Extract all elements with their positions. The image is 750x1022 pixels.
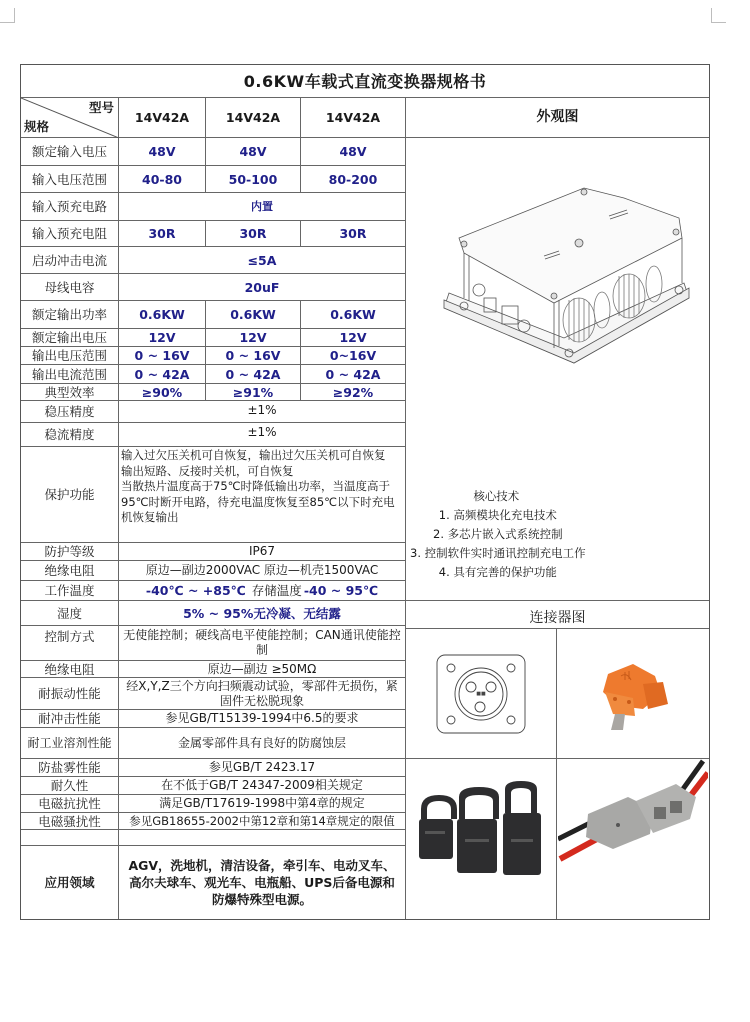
cell-value: 无使能控制；硬线高电平使能控制；CAN通讯使能控制 xyxy=(119,626,406,661)
crop-mark-top-right xyxy=(711,8,726,23)
svg-text:■■: ■■ xyxy=(476,690,486,697)
row-label-emc-emission: 电磁骚扰性 xyxy=(21,813,119,830)
operating-temp-value xyxy=(119,581,406,601)
core-tech-item: 1. 高频模块化充电技术 xyxy=(438,508,557,522)
row-label-input-precharge-resistor: 输入预充电阻 xyxy=(21,221,119,247)
cell-value: 0~16V xyxy=(301,347,406,365)
row-label-bus-capacitor: 母线电容 xyxy=(21,274,119,301)
empty-value-cell xyxy=(119,830,406,846)
connector-drawing-cell xyxy=(406,629,557,759)
cell-value: 0 ~ 42A xyxy=(119,365,206,384)
row-label-output-current-range: 输出电流范围 xyxy=(21,365,119,384)
protection-line: 输出短路、反接时关机，可自恢复 xyxy=(121,463,294,478)
spec-label: 规格 xyxy=(24,119,50,134)
cell-value: ≥92% xyxy=(301,384,406,401)
cell-value: 30R xyxy=(119,221,206,247)
cell-value: 0 ~ 16V xyxy=(119,347,206,365)
cell-value: ≤5A xyxy=(119,247,406,274)
cell-value: 0.6KW xyxy=(119,301,206,329)
row-label-current-accuracy: 稳流精度 xyxy=(21,423,119,447)
row-label-vibration: 耐振动性能 xyxy=(21,678,119,710)
row-label-protection: 保护功能 xyxy=(21,447,119,543)
row-label-voltage-accuracy: 稳压精度 xyxy=(21,401,119,423)
row-label-input-precharge-circuit: 输入预充电路 xyxy=(21,193,119,221)
connector-header: 连接器图 xyxy=(406,601,709,629)
cell-value: 经X,Y,Z三个方向扫频震动试验，零部件无损伤，紧固件无松脱现象 xyxy=(119,678,406,710)
crop-mark-top-left xyxy=(0,8,15,23)
cell-value: 0.6KW xyxy=(301,301,406,329)
cell-value: 0.6KW xyxy=(206,301,301,329)
row-label-rated-output-power: 额定输出功率 xyxy=(21,301,119,329)
row-label-rated-output-voltage: 额定输出电压 xyxy=(21,329,119,347)
model-col-1: 14V42A xyxy=(119,98,206,138)
row-label-typical-efficiency: 典型效率 xyxy=(21,384,119,401)
cell-value: 48V xyxy=(206,138,301,166)
cell-value: 满足GB/T17619-1998中第4章的规定 xyxy=(119,795,406,813)
cell-value: 在不低于GB/T 24347-2009相关规定 xyxy=(119,777,406,795)
appearance-header: 外观图 xyxy=(406,98,709,138)
cell-value: 0 ~ 42A xyxy=(301,365,406,384)
row-label-rated-input-voltage: 额定输入电压 xyxy=(21,138,119,166)
core-tech-heading: 核心技术 xyxy=(473,489,520,503)
cell-value: 80-200 xyxy=(301,166,406,193)
cell-value: 48V xyxy=(119,138,206,166)
model-label: 型号 xyxy=(88,100,114,115)
protection-text xyxy=(119,447,406,543)
orange-connector-photo xyxy=(593,654,673,734)
diagonal-header-cell xyxy=(21,98,119,138)
core-tech-section xyxy=(406,487,586,582)
dc-converter-product-image xyxy=(424,178,724,378)
row-label-input-voltage-range: 输入电压范围 xyxy=(21,166,119,193)
cell-value: IP67 xyxy=(119,543,406,561)
cell-value: ±1% xyxy=(119,423,406,447)
cell-value: 5% ~ 95%无冷凝、无结露 xyxy=(119,601,406,626)
protection-line: 当散热片温度高于75℃时降低输出功率，当温度高于95℃时断开电路，待充电温度恢复至85℃以下时充电机恢复输出 xyxy=(121,479,395,524)
circular-connector-drawing xyxy=(435,653,527,735)
cell-value: ±1% xyxy=(119,401,406,423)
cell-value: 30R xyxy=(206,221,301,247)
row-label-emc-immunity: 电磁抗扰性 xyxy=(21,795,119,813)
storage-temp-range: -40 ~ 95℃ xyxy=(303,583,379,598)
cell-value: 原边—副边2000VAC 原边—机壳1500VAC xyxy=(119,561,406,581)
cell-value: 40-80 xyxy=(119,166,206,193)
gray-anderson-connectors-photo xyxy=(558,759,708,869)
row-label-control-mode: 控制方式 xyxy=(21,626,119,661)
row-label-durability: 耐久性 xyxy=(21,777,119,795)
row-label-shock: 耐冲击性能 xyxy=(21,710,119,728)
cell-value: 参见GB18655-2002中第12章和第14章规定的限值 xyxy=(119,813,406,830)
row-label-insulation-resistance: 绝缘电阻 xyxy=(21,661,119,678)
page-title: 0.6KW车载式直流变换器规格书 xyxy=(21,65,709,98)
appearance-panel xyxy=(406,138,709,601)
row-label-output-voltage-range: 输出电压范围 xyxy=(21,347,119,365)
row-label-salt-spray: 防盐雾性能 xyxy=(21,759,119,777)
cell-value: 50-100 xyxy=(206,166,301,193)
core-tech-item: 4. 具有完善的保护功能 xyxy=(438,565,557,579)
cell-value: 12V xyxy=(301,329,406,347)
cell-value: 12V xyxy=(206,329,301,347)
row-label-insulation-voltage: 绝缘电阻 xyxy=(21,561,119,581)
cell-value: 20uF xyxy=(119,274,406,301)
protection-line: 输入过欠压关机可自恢复，输出过欠压关机可自恢复 xyxy=(121,448,386,462)
row-label-solvent: 耐工业溶剂性能 xyxy=(21,728,119,759)
gray-connectors-cell xyxy=(557,759,709,919)
row-label-inrush-current: 启动冲击电流 xyxy=(21,247,119,274)
spec-sheet-table xyxy=(20,64,710,920)
row-label-application: 应用领域 xyxy=(21,846,119,919)
row-label-humidity: 湿度 xyxy=(21,601,119,626)
empty-label-cell xyxy=(21,830,119,846)
cell-value: ≥91% xyxy=(206,384,301,401)
model-col-2: 14V42A xyxy=(206,98,301,138)
operating-temp-range: -40℃ ~ +85℃ xyxy=(145,583,246,598)
cell-value: 参见GB/T15139-1994中6.5的要求 xyxy=(119,710,406,728)
cell-value: 48V xyxy=(301,138,406,166)
cell-value: 原边—副边 ≥50MΩ xyxy=(119,661,406,678)
cell-value: 0 ~ 42A xyxy=(206,365,301,384)
core-tech-item: 3. 控制软件实时通讯控制充电工作 xyxy=(410,546,586,560)
cell-value: 30R xyxy=(301,221,406,247)
model-col-3: 14V42A xyxy=(301,98,406,138)
cell-value: 0 ~ 16V xyxy=(206,347,301,365)
storage-temp-label: 存储温度 xyxy=(251,583,302,598)
core-tech-item: 2. 多芯片嵌入式系统控制 xyxy=(433,527,563,541)
black-connectors-cell xyxy=(406,759,557,919)
row-label-protection-grade: 防护等级 xyxy=(21,543,119,561)
orange-connector-cell xyxy=(557,629,709,759)
cell-value: 参见GB/T 2423.17 xyxy=(119,759,406,777)
cell-value: 12V xyxy=(119,329,206,347)
cell-value: ≥90% xyxy=(119,384,206,401)
cell-value: 金属零部件具有良好的防腐蚀层 xyxy=(119,728,406,759)
application-value: AGV，洗地机，清洁设备，牵引车、电动叉车、高尔夫球车、观光车、电瓶船、UPS后备电源和防爆特殊型电源。 xyxy=(119,846,406,919)
cell-value: 内置 xyxy=(119,193,406,221)
black-anderson-connectors-photo xyxy=(411,779,551,879)
row-label-operating-temp: 工作温度 xyxy=(21,581,119,601)
